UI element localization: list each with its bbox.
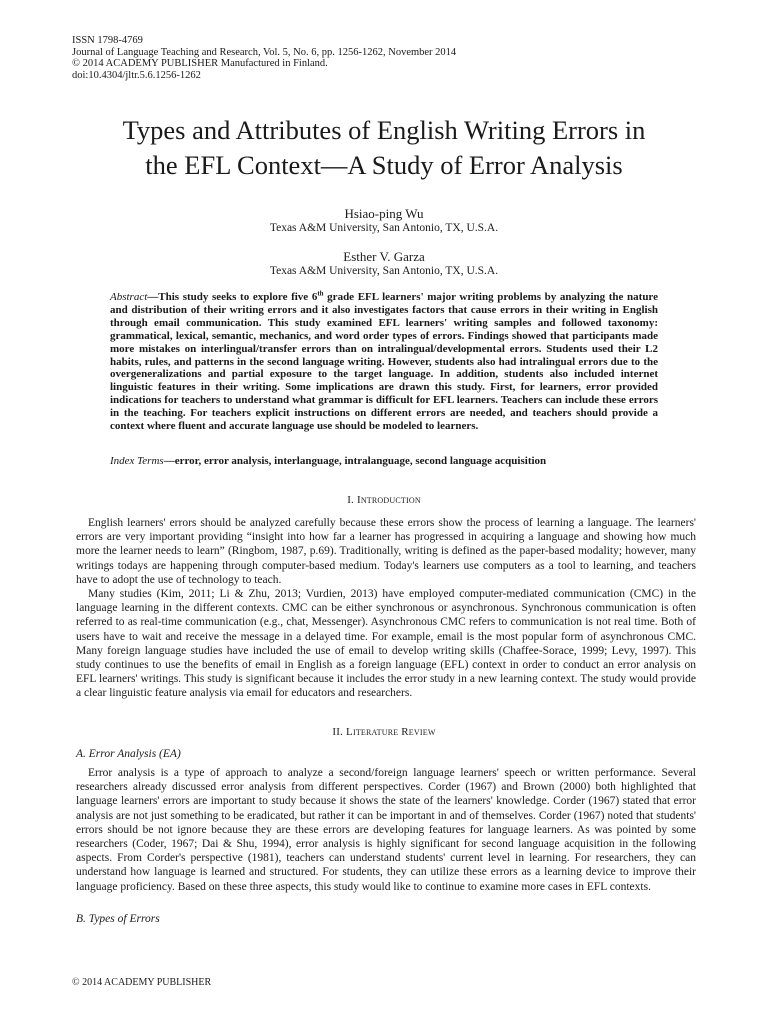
abstract-text-a: This study seeks to explore five 6 [158, 291, 318, 303]
introduction-body [76, 516, 696, 701]
subsection-heading-types-of-errors: B. Types of Errors [76, 913, 160, 925]
index-terms-text: error, error analysis, interlanguage, intralanguage, second language acquisition [174, 455, 547, 467]
paragraph: Error analysis is a type of approach to analyze a second/foreign language learners' speech or written performance. Several researchers already discussed error analysis from different perspectives. Corder (1967) and Brown (2000) both highlighted that language learners' errors are important to study because it shows the state of the learners' knowledge. Corder (1967) stated that error analysis are not just something to be eradicated, but rather it can be important in and of themselves. Corder (1967) noted that students' errors should be not ignore because they are these errors are developing features for language learners. As was pointed by some researchers (Coder, 1967; Dai & Shu, 1994), error analysis is highly significant for second language acquisition in the following aspects. From Corder's perspective (1981), teachers can understand students' current level in learning. For researchers, they can understand how language is learned and structured. For students, they can utilize these errors as a learning device to improve their language proficiency. Based on these three aspects, this study would like to continue to examine more cases in EFL contexts. [76, 767, 696, 893]
copyright-line: © 2014 ACADEMY PUBLISHER Manufactured in Finland. [72, 58, 328, 69]
title-line-2: the EFL Context—A Study of Error Analysis [145, 150, 623, 180]
paper-title [40, 113, 728, 183]
author-affiliation: Texas A&M University, San Antonio, TX, U.S.A. [269, 265, 499, 277]
literature-review-body [76, 766, 696, 894]
index-terms [110, 455, 658, 468]
paragraph: Many studies (Kim, 2011; Li & Zhu, 2013; Vurdien, 2013) have employed computer-mediated communication (CMC) in the language learning in the different contexts. CMC can be either synchronous or asynchronous. Synchronous communication is often referred to as real-time communication (e.g., chat, Messenger). Asynchronous CMC refers to communication is not real time. Both of users have to wait and receive the message in a delayed time. For example, email is the most popular form of asynchronous CMC. Many foreign language studies have included the use of email to develop writing skills (Chaffee-Sorace, 1999; Levy, 1997). This study continues to use the benefits of email in English as a foreign language (EFL) context in order to conduct an error analysis on EFL learners' writings. This study is significant because it includes the error study in a new learning context. The study would provide a clear linguistic feature analysis via email for educators and researchers. [76, 588, 696, 700]
author-affiliation: Texas A&M University, San Antonio, TX, U.S.A. [269, 222, 499, 234]
author-block [0, 206, 768, 235]
index-terms-dash: — [163, 455, 175, 467]
abstract [110, 291, 658, 433]
author-block [0, 249, 768, 278]
paragraph: English learners' errors should be analyzed carefully because these errors show the process of learning a language. The learners' errors are very important providing “insight into how far a learner has progressed in acquiring a language and showing how much more the learner needs to learn” (Ringbom, 1987, p.69). Traditionally, writing is defined as the paper-based modality; however, many writings todays are happening through computer-based medium. Today's learners use computers as a tool to learning, and teachers have to adopt the use of technology to teach. [76, 517, 696, 586]
title-line-1: Types and Attributes of English Writing Errors in [122, 115, 646, 145]
journal-citation: Journal of Language Teaching and Research, Vol. 5, No. 6, pp. 1256-1262, November 2014 [72, 46, 457, 58]
subsection-heading-error-analysis: A. Error Analysis (EA) [76, 748, 181, 760]
issn: ISSN 1798-4769 [72, 35, 143, 46]
abstract-label: Abstract [110, 291, 148, 303]
index-terms-label: Index Terms [110, 455, 164, 467]
author-name: Esther V. Garza [343, 249, 425, 264]
section-number: II. [332, 726, 344, 738]
abstract-text-b: grade EFL learners' major writing problems by analyzing the nature and distribution of their writing errors and it also investigates factors that cause errors in their writing in English through email communication. This study examined EFL learners' writing samples and followed taxonomy: grammatical, lexical, semantic, mechanics, and word order types of errors. Findings showed that participants made more mistakes on interlingual/transfer errors than on intralingual/developmental errors. Students used their L2 habits, rules, and patterns in the second language writing. However, students also had intralingual errors due to the overgeneralizations and partial exposure to the target language. In addition, students also included internet linguistic features in their writing. Some implications are drawn this study. First, for learners, error provided indications for teachers to understand what grammar is difficult for EFL learners. Teachers can include these errors in the teaching. For teachers explicit instructions on different errors are needed, and teachers should provide a context where fluent and accurate language use should be modeled to learners. [110, 291, 658, 433]
abstract-dash: — [147, 291, 159, 303]
section-title: Introduction [356, 494, 421, 506]
journal-header [72, 35, 456, 81]
abstract-superscript: th [317, 289, 324, 298]
section-heading-introduction [0, 494, 768, 507]
section-heading-literature-review [0, 726, 768, 739]
page-footer: © 2014 ACADEMY PUBLISHER [72, 977, 212, 988]
author-name: Hsiao-ping Wu [344, 206, 424, 221]
section-title: Literature Review [346, 726, 436, 738]
section-number: I. [347, 494, 355, 506]
doi: doi:10.4304/jltr.5.6.1256-1262 [72, 69, 201, 81]
